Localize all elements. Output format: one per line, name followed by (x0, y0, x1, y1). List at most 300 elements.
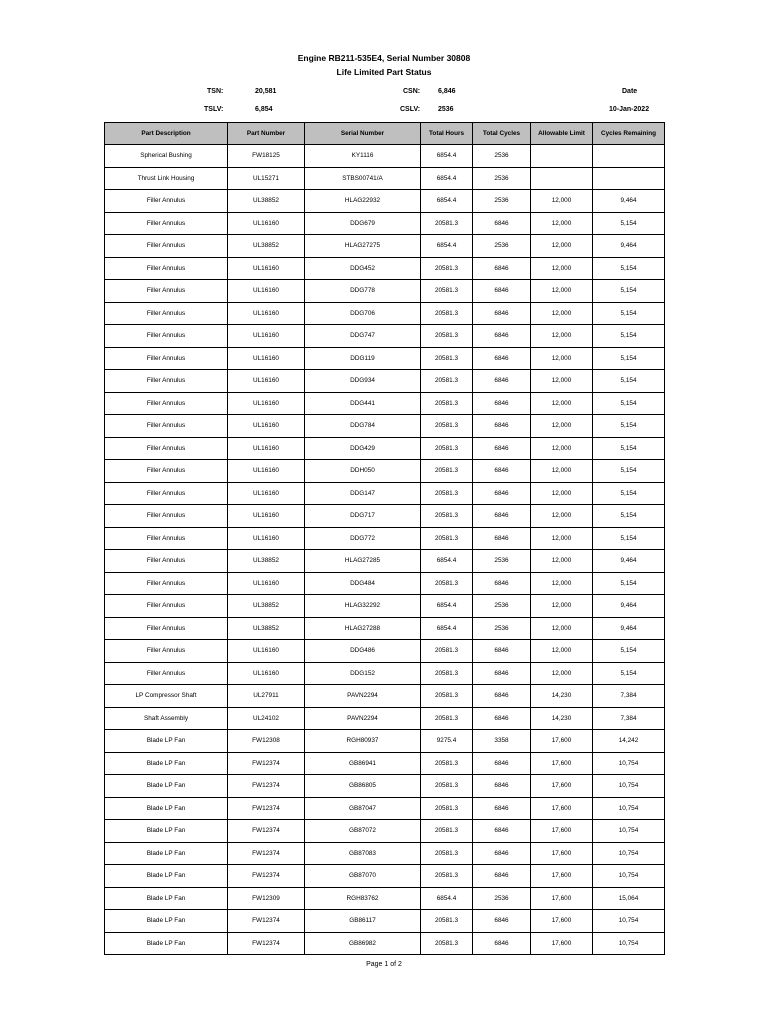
table-row (105, 212, 665, 235)
cycles-remaining-cell: 5,154 (593, 370, 665, 393)
allowable-limit-cell: 12,000 (531, 482, 593, 505)
allowable-limit-cell: 17,600 (531, 865, 593, 888)
table-row (105, 392, 665, 415)
total-cycles-cell: 6846 (473, 460, 531, 483)
cycles-remaining-cell: 10,754 (593, 775, 665, 798)
part-number-cell: FW12374 (228, 842, 305, 865)
allowable-limit-cell: 17,600 (531, 820, 593, 843)
total-hours-cell: 20581.3 (421, 370, 473, 393)
part-number-cell: FW12374 (228, 752, 305, 775)
allowable-limit-cell: 17,600 (531, 775, 593, 798)
column-header-allowable-limit: Allowable Limit (531, 123, 593, 145)
part-description-cell: Filler Annulus (105, 325, 228, 348)
total-hours-cell: 20581.3 (421, 280, 473, 303)
part-number-cell: FW12308 (228, 730, 305, 753)
total-cycles-cell: 6846 (473, 752, 531, 775)
part-description-cell: Filler Annulus (105, 460, 228, 483)
cycles-remaining-cell: 5,154 (593, 527, 665, 550)
allowable-limit-cell: 17,600 (531, 932, 593, 955)
table-row (105, 730, 665, 753)
total-hours-cell: 20581.3 (421, 662, 473, 685)
part-description-cell: Blade LP Fan (105, 842, 228, 865)
part-description-cell: Spherical Bushing (105, 145, 228, 168)
table-row (105, 910, 665, 933)
document-subtitle: Life Limited Part Status (336, 67, 432, 77)
total-cycles-cell: 6846 (473, 910, 531, 933)
cycles-remaining-cell: 9,464 (593, 235, 665, 258)
part-description-cell: Blade LP Fan (105, 887, 228, 910)
serial-number-cell: PAVN2294 (305, 707, 421, 730)
total-hours-cell: 6854.4 (421, 235, 473, 258)
allowable-limit-cell: 12,000 (531, 370, 593, 393)
allowable-limit-cell: 12,000 (531, 437, 593, 460)
serial-number-cell: DDG119 (305, 347, 421, 370)
serial-number-cell: GB86805 (305, 775, 421, 798)
cycles-remaining-cell: 9,464 (593, 190, 665, 213)
part-number-cell: FW12374 (228, 932, 305, 955)
part-number-cell: UL16160 (228, 437, 305, 460)
table-row (105, 235, 665, 258)
cycles-remaining-cell: 5,154 (593, 505, 665, 528)
table-row (105, 145, 665, 168)
allowable-limit-cell: 12,000 (531, 392, 593, 415)
serial-number-cell: DDG747 (305, 325, 421, 348)
cycles-remaining-cell (593, 167, 665, 190)
serial-number-cell: DDG934 (305, 370, 421, 393)
csn-value: 6,846 (438, 88, 456, 95)
total-cycles-cell: 6846 (473, 932, 531, 955)
tsn-value: 20,581 (255, 88, 277, 95)
part-number-cell: UL16160 (228, 392, 305, 415)
part-number-cell: FW18125 (228, 145, 305, 168)
cycles-remaining-cell: 5,154 (593, 437, 665, 460)
table-row (105, 437, 665, 460)
tslv-value: 6,854 (255, 106, 273, 113)
serial-number-cell: GB86982 (305, 932, 421, 955)
total-hours-cell: 20581.3 (421, 347, 473, 370)
cycles-remaining-cell: 5,154 (593, 662, 665, 685)
total-hours-cell: 20581.3 (421, 415, 473, 438)
cycles-remaining-cell (593, 145, 665, 168)
serial-number-cell: GB87070 (305, 865, 421, 888)
part-number-cell: UL16160 (228, 527, 305, 550)
part-number-cell: UL16160 (228, 572, 305, 595)
part-description-cell: Filler Annulus (105, 257, 228, 280)
part-description-cell: Filler Annulus (105, 482, 228, 505)
part-description-cell: Blade LP Fan (105, 730, 228, 753)
total-hours-cell: 20581.3 (421, 437, 473, 460)
allowable-limit-cell: 12,000 (531, 190, 593, 213)
total-cycles-cell: 6846 (473, 437, 531, 460)
total-cycles-cell: 6846 (473, 347, 531, 370)
serial-number-cell: PAVN2294 (305, 685, 421, 708)
serial-number-cell: GB87047 (305, 797, 421, 820)
table-row (105, 325, 665, 348)
total-cycles-cell: 6846 (473, 662, 531, 685)
part-description-cell: Filler Annulus (105, 212, 228, 235)
serial-number-cell: HLAG32292 (305, 595, 421, 618)
part-number-cell: UL16160 (228, 505, 305, 528)
allowable-limit-cell: 12,000 (531, 302, 593, 325)
total-cycles-cell: 6846 (473, 640, 531, 663)
table-row (105, 190, 665, 213)
cycles-remaining-cell: 7,384 (593, 685, 665, 708)
part-number-cell: UL27911 (228, 685, 305, 708)
total-cycles-cell: 6846 (473, 572, 531, 595)
life-limited-parts-table (104, 122, 665, 955)
part-number-cell: UL16160 (228, 347, 305, 370)
part-number-cell: UL16160 (228, 662, 305, 685)
table-row (105, 550, 665, 573)
total-hours-cell: 20581.3 (421, 865, 473, 888)
total-hours-cell: 6854.4 (421, 595, 473, 618)
part-description-cell: Filler Annulus (105, 347, 228, 370)
total-hours-cell: 20581.3 (421, 910, 473, 933)
cslv-value: 2536 (438, 106, 454, 113)
table-row (105, 887, 665, 910)
total-cycles-cell: 2536 (473, 190, 531, 213)
total-hours-cell: 6854.4 (421, 145, 473, 168)
allowable-limit-cell: 17,600 (531, 910, 593, 933)
total-cycles-cell: 6846 (473, 820, 531, 843)
part-number-cell: FW12309 (228, 887, 305, 910)
table-row (105, 347, 665, 370)
table-row (105, 527, 665, 550)
table-row (105, 257, 665, 280)
tsn-label: TSN: (207, 88, 224, 95)
total-cycles-cell: 6846 (473, 212, 531, 235)
total-hours-cell: 6854.4 (421, 190, 473, 213)
part-description-cell: Filler Annulus (105, 662, 228, 685)
table-row (105, 685, 665, 708)
total-cycles-cell: 2536 (473, 595, 531, 618)
total-cycles-cell: 6846 (473, 325, 531, 348)
date-label: Date (622, 88, 638, 95)
total-hours-cell: 20581.3 (421, 932, 473, 955)
allowable-limit-cell: 12,000 (531, 640, 593, 663)
csn-label: CSN: (403, 88, 421, 95)
total-hours-cell: 20581.3 (421, 505, 473, 528)
total-cycles-cell: 6846 (473, 775, 531, 798)
table-row (105, 302, 665, 325)
part-number-cell: UL24102 (228, 707, 305, 730)
cycles-remaining-cell: 5,154 (593, 347, 665, 370)
total-hours-cell: 20581.3 (421, 302, 473, 325)
serial-number-cell: HLAG27275 (305, 235, 421, 258)
total-hours-cell: 6854.4 (421, 550, 473, 573)
part-number-cell: UL16160 (228, 302, 305, 325)
table-row (105, 167, 665, 190)
allowable-limit-cell: 12,000 (531, 662, 593, 685)
serial-number-cell: DDG772 (305, 527, 421, 550)
serial-number-cell: DDG429 (305, 437, 421, 460)
total-hours-cell: 20581.3 (421, 775, 473, 798)
allowable-limit-cell: 12,000 (531, 257, 593, 280)
serial-number-cell: DDG784 (305, 415, 421, 438)
allowable-limit-cell: 17,600 (531, 797, 593, 820)
serial-number-cell: GB86941 (305, 752, 421, 775)
part-description-cell: Filler Annulus (105, 595, 228, 618)
total-cycles-cell: 2536 (473, 167, 531, 190)
cycles-remaining-cell: 5,154 (593, 482, 665, 505)
column-header-serial-number: Serial Number (305, 123, 421, 145)
tslv-label: TSLV: (204, 106, 224, 113)
part-description-cell: Filler Annulus (105, 527, 228, 550)
total-hours-cell: 20581.3 (421, 685, 473, 708)
table-row (105, 932, 665, 955)
total-cycles-cell: 3358 (473, 730, 531, 753)
table-row (105, 280, 665, 303)
part-description-cell: Filler Annulus (105, 550, 228, 573)
table-row (105, 640, 665, 663)
part-description-cell: Filler Annulus (105, 280, 228, 303)
cycles-remaining-cell: 5,154 (593, 460, 665, 483)
allowable-limit-cell: 12,000 (531, 595, 593, 618)
part-number-cell: UL16160 (228, 415, 305, 438)
part-number-cell: UL38852 (228, 550, 305, 573)
part-description-cell: Filler Annulus (105, 235, 228, 258)
total-cycles-cell: 6846 (473, 842, 531, 865)
total-hours-cell: 20581.3 (421, 842, 473, 865)
part-number-cell: UL38852 (228, 190, 305, 213)
table-row (105, 707, 665, 730)
part-description-cell: Filler Annulus (105, 392, 228, 415)
part-description-cell: Blade LP Fan (105, 910, 228, 933)
total-hours-cell: 6854.4 (421, 167, 473, 190)
allowable-limit-cell: 12,000 (531, 212, 593, 235)
allowable-limit-cell: 12,000 (531, 460, 593, 483)
column-header-total-hours: Total Hours (421, 123, 473, 145)
total-hours-cell: 20581.3 (421, 797, 473, 820)
total-cycles-cell: 2536 (473, 145, 531, 168)
part-description-cell: LP Compressor Shaft (105, 685, 228, 708)
allowable-limit-cell: 12,000 (531, 235, 593, 258)
serial-number-cell: GB87083 (305, 842, 421, 865)
part-description-cell: Filler Annulus (105, 302, 228, 325)
total-cycles-cell: 6846 (473, 527, 531, 550)
cycles-remaining-cell: 10,754 (593, 932, 665, 955)
part-number-cell: UL16160 (228, 460, 305, 483)
part-number-cell: UL15271 (228, 167, 305, 190)
total-hours-cell: 6854.4 (421, 887, 473, 910)
part-description-cell: Blade LP Fan (105, 797, 228, 820)
total-cycles-cell: 6846 (473, 505, 531, 528)
cycles-remaining-cell: 5,154 (593, 302, 665, 325)
table-row (105, 775, 665, 798)
total-hours-cell: 20581.3 (421, 257, 473, 280)
cycles-remaining-cell: 10,754 (593, 842, 665, 865)
serial-number-cell: DDG484 (305, 572, 421, 595)
table-row (105, 842, 665, 865)
total-hours-cell: 20581.3 (421, 820, 473, 843)
part-description-cell: Filler Annulus (105, 190, 228, 213)
serial-number-cell: GB87072 (305, 820, 421, 843)
cycles-remaining-cell: 5,154 (593, 392, 665, 415)
total-cycles-cell: 6846 (473, 280, 531, 303)
part-number-cell: UL16160 (228, 325, 305, 348)
part-description-cell: Blade LP Fan (105, 775, 228, 798)
allowable-limit-cell: 12,000 (531, 280, 593, 303)
total-cycles-cell: 6846 (473, 415, 531, 438)
part-number-cell: UL16160 (228, 212, 305, 235)
total-hours-cell: 20581.3 (421, 707, 473, 730)
part-description-cell: Blade LP Fan (105, 932, 228, 955)
total-cycles-cell: 2536 (473, 887, 531, 910)
part-number-cell: FW12374 (228, 910, 305, 933)
allowable-limit-cell: 17,600 (531, 752, 593, 775)
total-cycles-cell: 6846 (473, 707, 531, 730)
table-row (105, 505, 665, 528)
total-hours-cell: 20581.3 (421, 640, 473, 663)
cycles-remaining-cell: 5,154 (593, 257, 665, 280)
table-row (105, 865, 665, 888)
part-number-cell: UL16160 (228, 370, 305, 393)
cycles-remaining-cell: 7,384 (593, 707, 665, 730)
part-number-cell: UL16160 (228, 640, 305, 663)
serial-number-cell: DDG778 (305, 280, 421, 303)
part-number-cell: UL16160 (228, 280, 305, 303)
table-row (105, 595, 665, 618)
total-cycles-cell: 2536 (473, 235, 531, 258)
allowable-limit-cell: 17,600 (531, 887, 593, 910)
cycles-remaining-cell: 5,154 (593, 325, 665, 348)
part-description-cell: Thrust Link Housing (105, 167, 228, 190)
total-hours-cell: 20581.3 (421, 572, 473, 595)
cycles-remaining-cell: 9,464 (593, 595, 665, 618)
part-number-cell: UL16160 (228, 482, 305, 505)
total-hours-cell: 20581.3 (421, 325, 473, 348)
total-cycles-cell: 2536 (473, 617, 531, 640)
table-row (105, 482, 665, 505)
allowable-limit-cell: 12,000 (531, 347, 593, 370)
total-cycles-cell: 6846 (473, 370, 531, 393)
part-description-cell: Blade LP Fan (105, 820, 228, 843)
table-row (105, 460, 665, 483)
date-value: 10-Jan-2022 (609, 106, 650, 113)
table-row (105, 572, 665, 595)
column-header-cycles-remaining: Cycles Remaining (593, 123, 665, 145)
total-cycles-cell: 6846 (473, 797, 531, 820)
total-cycles-cell: 2536 (473, 550, 531, 573)
cycles-remaining-cell: 10,754 (593, 865, 665, 888)
total-hours-cell: 20581.3 (421, 482, 473, 505)
serial-number-cell: DDG706 (305, 302, 421, 325)
total-cycles-cell: 6846 (473, 257, 531, 280)
total-hours-cell: 20581.3 (421, 212, 473, 235)
column-header-part-number: Part Number (228, 123, 305, 145)
table-header-row (105, 123, 665, 145)
part-description-cell: Filler Annulus (105, 415, 228, 438)
serial-number-cell: KY1116 (305, 145, 421, 168)
allowable-limit-cell: 17,600 (531, 842, 593, 865)
part-description-cell: Shaft Assembly (105, 707, 228, 730)
cycles-remaining-cell: 5,154 (593, 212, 665, 235)
allowable-limit-cell: 12,000 (531, 325, 593, 348)
table-row (105, 415, 665, 438)
total-cycles-cell: 6846 (473, 482, 531, 505)
allowable-limit-cell: 12,000 (531, 415, 593, 438)
serial-number-cell: RGH80937 (305, 730, 421, 753)
table-row (105, 820, 665, 843)
cycles-remaining-cell: 9,464 (593, 550, 665, 573)
cslv-label: CSLV: (400, 106, 421, 113)
total-cycles-cell: 6846 (473, 685, 531, 708)
part-number-cell: FW12374 (228, 775, 305, 798)
total-cycles-cell: 6846 (473, 865, 531, 888)
part-description-cell: Filler Annulus (105, 370, 228, 393)
allowable-limit-cell: 12,000 (531, 505, 593, 528)
total-hours-cell: 20581.3 (421, 460, 473, 483)
serial-number-cell: DDG679 (305, 212, 421, 235)
part-description-cell: Filler Annulus (105, 640, 228, 663)
serial-number-cell: DDG452 (305, 257, 421, 280)
serial-number-cell: DDH050 (305, 460, 421, 483)
part-description-cell: Filler Annulus (105, 437, 228, 460)
part-description-cell: Blade LP Fan (105, 865, 228, 888)
allowable-limit-cell (531, 167, 593, 190)
part-number-cell: UL16160 (228, 257, 305, 280)
serial-number-cell: DDG152 (305, 662, 421, 685)
total-hours-cell: 9275.4 (421, 730, 473, 753)
serial-number-cell: HLAG27285 (305, 550, 421, 573)
allowable-limit-cell: 17,600 (531, 730, 593, 753)
column-header-part-description: Part Description (105, 123, 228, 145)
total-hours-cell: 20581.3 (421, 392, 473, 415)
cycles-remaining-cell: 5,154 (593, 640, 665, 663)
total-cycles-cell: 6846 (473, 392, 531, 415)
allowable-limit-cell: 14,230 (531, 685, 593, 708)
cycles-remaining-cell: 15,064 (593, 887, 665, 910)
allowable-limit-cell: 12,000 (531, 527, 593, 550)
total-hours-cell: 20581.3 (421, 752, 473, 775)
serial-number-cell: DDG147 (305, 482, 421, 505)
table-row (105, 797, 665, 820)
cycles-remaining-cell: 14,242 (593, 730, 665, 753)
column-header-total-cycles: Total Cycles (473, 123, 531, 145)
serial-number-cell: GB86117 (305, 910, 421, 933)
serial-number-cell: RGH83762 (305, 887, 421, 910)
serial-number-cell: HLAG27288 (305, 617, 421, 640)
part-number-cell: FW12374 (228, 865, 305, 888)
cycles-remaining-cell: 10,754 (593, 752, 665, 775)
allowable-limit-cell: 12,000 (531, 617, 593, 640)
cycles-remaining-cell: 10,754 (593, 797, 665, 820)
part-description-cell: Filler Annulus (105, 617, 228, 640)
part-description-cell: Blade LP Fan (105, 752, 228, 775)
serial-number-cell: DDG441 (305, 392, 421, 415)
document-title: Engine RB211-535E4, Serial Number 30808 (297, 53, 471, 63)
part-number-cell: FW12374 (228, 820, 305, 843)
table-row (105, 370, 665, 393)
cycles-remaining-cell: 10,754 (593, 910, 665, 933)
part-number-cell: UL38852 (228, 617, 305, 640)
part-number-cell: UL38852 (228, 595, 305, 618)
serial-number-cell: STBS00741/A (305, 167, 421, 190)
allowable-limit-cell: 14,230 (531, 707, 593, 730)
cycles-remaining-cell: 10,754 (593, 820, 665, 843)
cycles-remaining-cell: 5,154 (593, 415, 665, 438)
allowable-limit-cell: 12,000 (531, 550, 593, 573)
part-number-cell: UL38852 (228, 235, 305, 258)
allowable-limit-cell: 12,000 (531, 572, 593, 595)
cycles-remaining-cell: 5,154 (593, 280, 665, 303)
page-number: Page 1 of 2 (366, 961, 402, 968)
part-description-cell: Filler Annulus (105, 505, 228, 528)
table-row (105, 662, 665, 685)
part-number-cell: FW12374 (228, 797, 305, 820)
cycles-remaining-cell: 9,464 (593, 617, 665, 640)
total-hours-cell: 6854.4 (421, 617, 473, 640)
